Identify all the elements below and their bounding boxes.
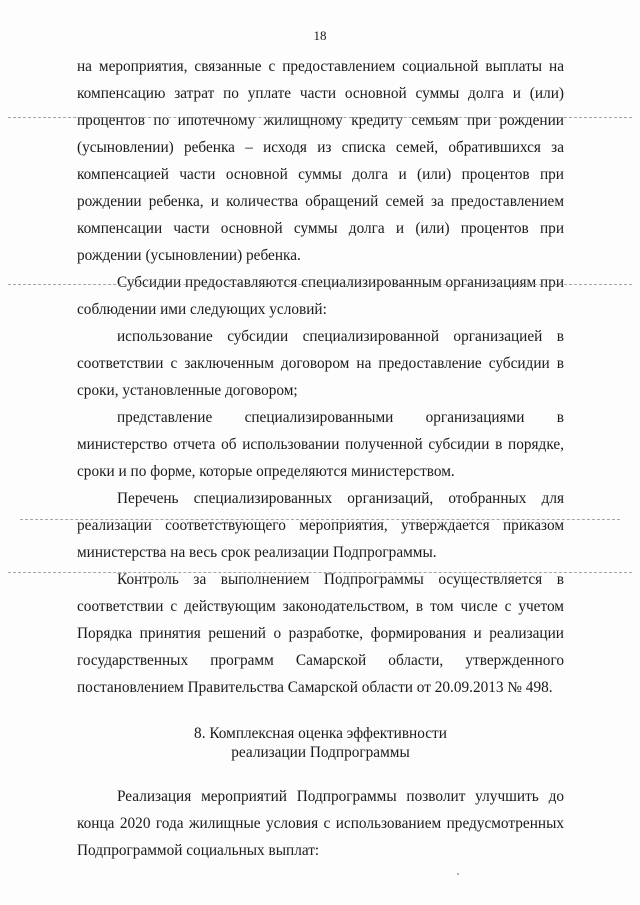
paragraph-condition-usage: использование субсидии специализированной организацией в соответствии с заключенным договором на предоставление субсидии в сроки, установленные договором; [77,328,564,399]
paragraph-continuation: на мероприятия, связанные с предоставлением социальной выплаты на компенсацию затрат по уплате части основной суммы долга и (или) процентов по ипотечному жилищному кредиту семьям при рождении (усыновлении) ребенка – исходя из списка семей, обратившихся за компенсацией части основной суммы долга и (или) процентов при рождении ребенка, и количества обращений семей за предоставлением компенсации части основной суммы долга и (или) процентов при рождении (усыновлении) ребенка. [77,58,564,264]
scan-artifact-line [8,284,632,285]
section-heading-line-1: 8. Комплексная оценка эффективности [194,725,447,742]
page-number: 18 [313,28,327,43]
scan-artifact-dot [457,873,459,875]
paragraph-subsidy-conditions: Субсидии предоставляются специализированным организациям при соблюдении ими следующих условий: [77,274,565,318]
scan-artifact-line [8,117,632,118]
paragraph-condition-report: представление специализированными организациями в министерство отчета об использовании полученной субсидии в порядке, сроки и по форме, которые определяются министерством. [77,409,564,480]
body-text [77,53,564,701]
paragraph-effectiveness: Реализация мероприятий Подпрограммы позволит улучшить до конца 2020 года жилищные условия с использованием предусмотренных Подпрограммой социальных выплат: [77,788,564,859]
section-heading-line-2: реализации Подпрограммы [231,744,410,761]
paragraph-control: Контроль за выполнением Подпрограммы осуществляется в соответствии с действующим законодательством, в том числе с учетом Порядка принятия решений о разработке, формирования и реализации государственных программ Самарской области, утвержденного постановлением Правительства Самарской области от 20.09.2013 № 498. [77,571,564,696]
scan-artifact-line [8,572,632,573]
scan-artifact-line [20,519,620,520]
closing-text [77,783,564,864]
section-heading [77,724,564,762]
paragraph-organizations-list: Перечень специализированных организаций, отобранных для реализации соответствующего мероприятия, утверждается приказом министерства на весь срок реализации Подпрограммы. [77,490,564,561]
